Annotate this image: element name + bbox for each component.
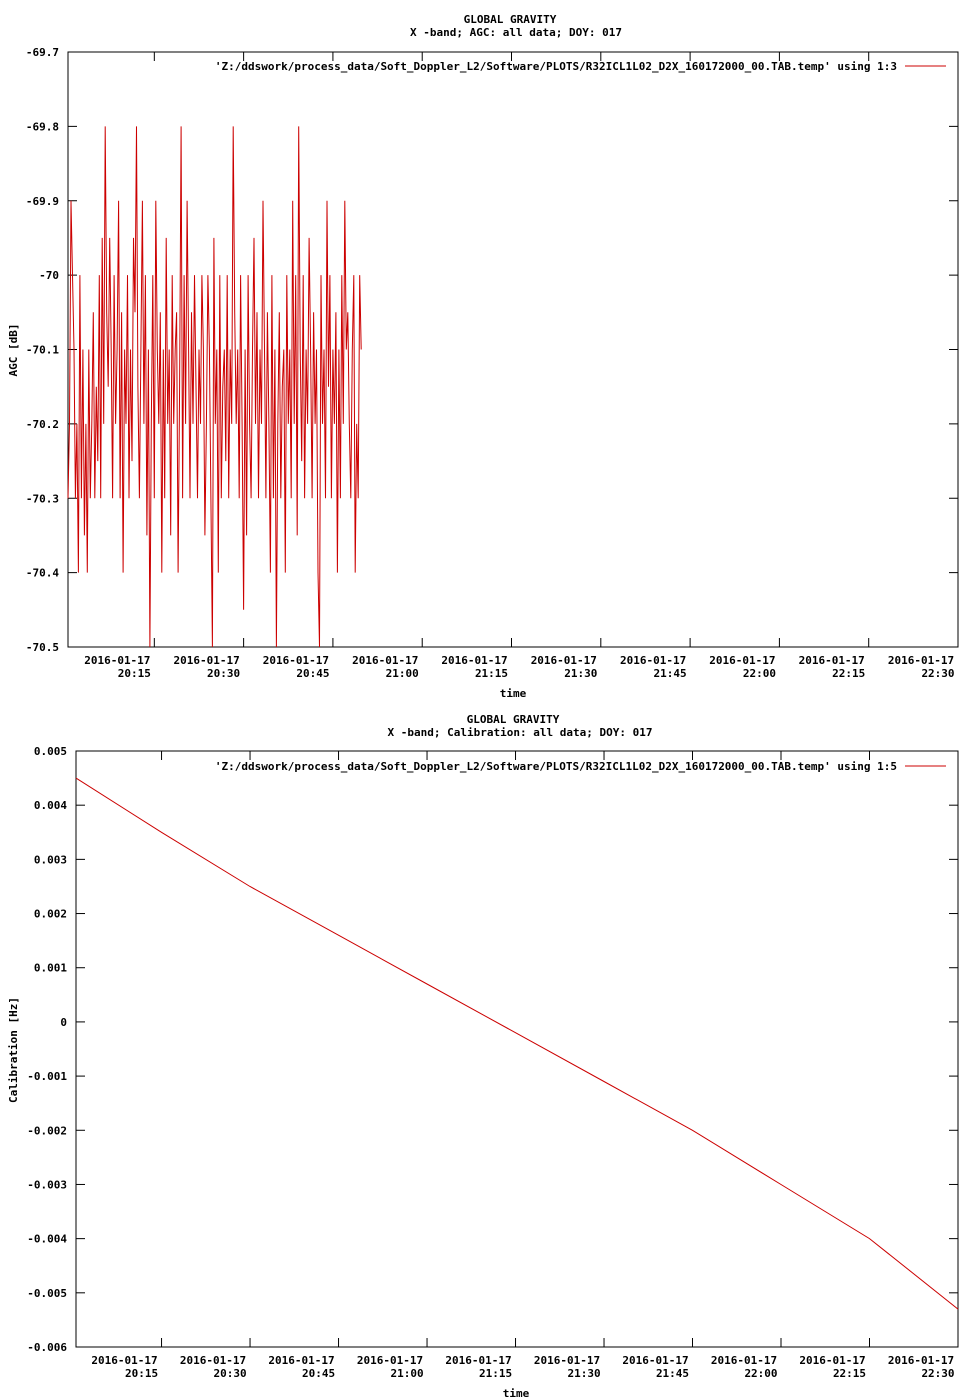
chart1-ytick-label: -70.2 (25, 417, 59, 431)
chart1-title: GLOBAL GRAVITY (463, 13, 557, 26)
chart2-ytick-label: 0 (60, 1015, 67, 1029)
chart1-xtick-time: 21:15 (474, 667, 509, 680)
chart1-xtick-date: 2016-01-17 (709, 654, 776, 667)
chart2-xtick-date: 2016-01-17 (887, 1354, 955, 1367)
chart1-xtick-date: 2016-01-17 (798, 654, 865, 667)
chart1-xtick-time: 21:30 (564, 667, 598, 680)
chart2-ytick-label: -0.001 (27, 1070, 67, 1084)
chart2-xtick-time: 22:00 (744, 1367, 778, 1380)
chart1-xtick-time: 20:15 (117, 667, 151, 680)
chart2-xtick-time: 21:00 (390, 1367, 424, 1380)
chart2-xtick-time: 20:30 (213, 1367, 247, 1380)
chart1-xtick-time: 21:45 (653, 667, 687, 680)
chart2-ytick-label: 0.005 (33, 745, 67, 758)
chart1-xtick-time: 22:00 (742, 667, 776, 680)
chart1-ytick-label: -70.5 (25, 641, 59, 654)
chart1-legend-label: 'Z:/ddswork/process_data/Soft_Doppler_L2/Software/PLOTS/R32ICL1L02_D2X_160172000_00.TAB.temp' using 1:3 (214, 60, 897, 73)
chart1-ytick-label: -70 (39, 269, 59, 283)
chart1-ytick-label: -69.8 (25, 120, 59, 134)
chart2-ytick-label: -0.006 (27, 1341, 67, 1354)
chart2-xlabel: time (502, 1387, 530, 1400)
chart2-xtick-time: 22:15 (832, 1367, 867, 1380)
chart2-ytick-label: 0.004 (33, 799, 67, 813)
chart2-xtick-date: 2016-01-17 (533, 1354, 601, 1367)
chart2-series-line (76, 778, 958, 1309)
chart2-xtick-time: 21:30 (567, 1367, 601, 1380)
chart2-ytick-label: -0.004 (27, 1232, 67, 1246)
chart1-xtick-date: 2016-01-17 (352, 654, 419, 667)
chart2-xtick-date: 2016-01-17 (356, 1354, 424, 1367)
chart1-xtick-date: 2016-01-17 (84, 654, 151, 667)
chart2-ytick-label: -0.003 (27, 1178, 67, 1192)
chart2-xtick-date: 2016-01-17 (622, 1354, 689, 1367)
chart1-xtick-date: 2016-01-17 (173, 654, 240, 667)
chart1-xtick-date: 2016-01-17 (619, 654, 687, 667)
chart1-ylabel: AGC [dB] (7, 323, 20, 377)
chart1-ytick-label: -70.4 (25, 566, 59, 580)
chart2-ytick-label: 0.001 (33, 961, 67, 975)
chart2-legend-label: 'Z:/ddswork/process_data/Soft_Doppler_L2/Software/PLOTS/R32ICL1L02_D2X_160172000_00.TAB.temp' using 1:5 (214, 760, 897, 773)
chart1-xtick-time: 21:00 (385, 667, 419, 680)
chart1-ytick-label: -69.9 (25, 194, 59, 208)
chart2-plot-frame (76, 751, 958, 1347)
chart2-ylabel: Calibration [Hz] (7, 997, 20, 1103)
chart2-xtick-date: 2016-01-17 (179, 1354, 247, 1367)
chart2-ytick-label: -0.005 (27, 1286, 67, 1300)
chart1-xlabel: time (499, 687, 527, 700)
chart1-xtick-date: 2016-01-17 (441, 654, 508, 667)
chart2-xtick-time: 21:45 (655, 1367, 690, 1380)
chart2-ytick-label: 0.002 (33, 907, 67, 921)
chart2-ytick-label: -0.002 (27, 1124, 67, 1138)
chart1-series-line (68, 126, 361, 647)
chart1-xtick-time: 22:30 (921, 667, 955, 680)
chart1-xtick-time: 20:45 (296, 667, 330, 680)
chart1-xtick-time: 22:15 (832, 667, 866, 680)
chart2-xtick-date: 2016-01-17 (445, 1354, 512, 1367)
chart2-xtick-date: 2016-01-17 (268, 1354, 335, 1367)
chart2-subtitle: X -band; Calibration: all data; DOY: 017 (387, 726, 653, 739)
chart2-xtick-date: 2016-01-17 (799, 1354, 866, 1367)
chart1-xtick-time: 20:30 (207, 667, 241, 680)
chart1-xtick-date: 2016-01-17 (887, 654, 955, 667)
chart2-xtick-time: 20:45 (301, 1367, 336, 1380)
chart2-title: GLOBAL GRAVITY (466, 713, 560, 726)
chart1-subtitle: X -band; AGC: all data; DOY: 017 (410, 26, 622, 39)
chart2-xtick-time: 22:30 (921, 1367, 955, 1380)
chart2-xtick-date: 2016-01-17 (710, 1354, 778, 1367)
chart1-ytick-label: -70.1 (25, 343, 59, 357)
chart2-xtick-time: 21:15 (478, 1367, 513, 1380)
chart2-ytick-label: 0.003 (33, 853, 67, 867)
chart1-xtick-date: 2016-01-17 (262, 654, 330, 667)
chart2-xtick-date: 2016-01-17 (91, 1354, 158, 1367)
chart1-xtick-date: 2016-01-17 (530, 654, 597, 667)
chart1-ytick-label: -70.3 (25, 492, 59, 506)
chart1-ytick-label: -69.7 (25, 46, 59, 59)
chart2-xtick-time: 20:15 (124, 1367, 159, 1380)
